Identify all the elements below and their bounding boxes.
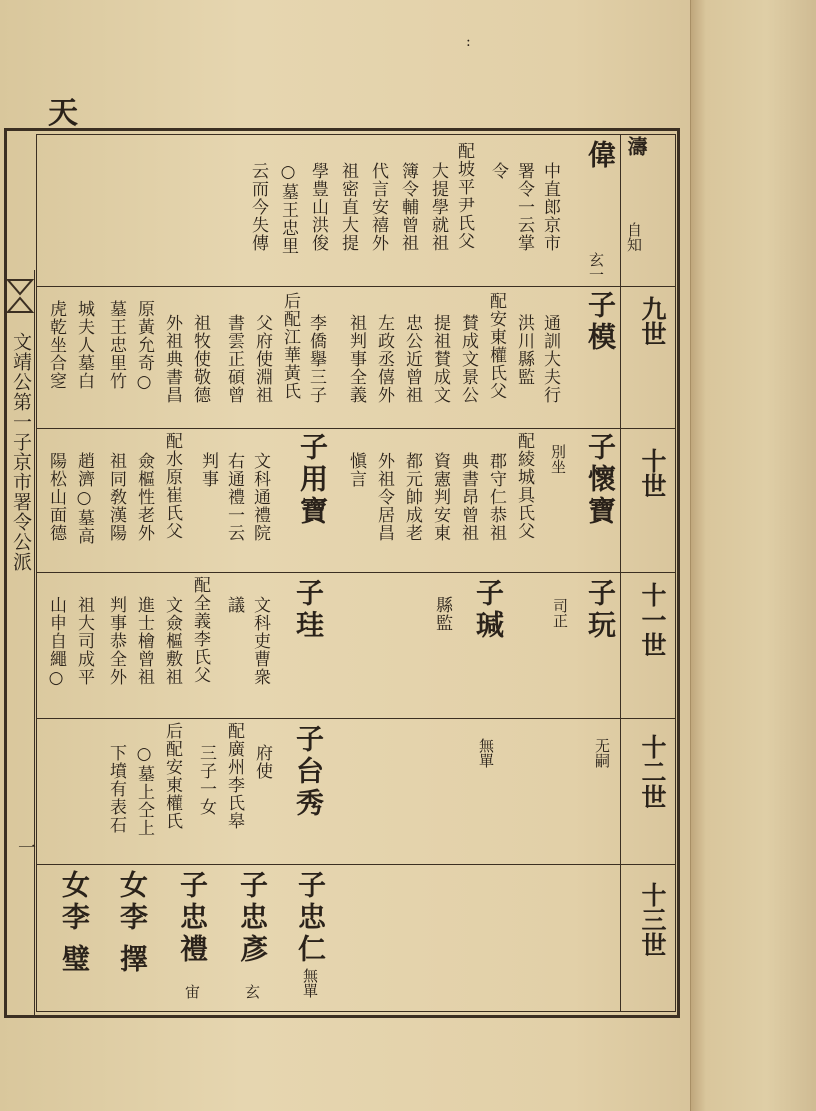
note-line: 賛成文景公 xyxy=(458,314,478,404)
generation-label-11: 十一世 xyxy=(638,582,667,657)
person-name: 子玩 xyxy=(584,578,617,642)
note-line: 典書昂曾祖 xyxy=(458,452,478,542)
note-line: 后配江華黃氏 xyxy=(280,292,300,400)
person-name: 女李 xyxy=(116,870,149,934)
note-line: ○墓王忠里 xyxy=(278,162,298,255)
person-name: 子瑊 xyxy=(472,578,505,642)
person-name: 子忠禮 xyxy=(176,870,209,966)
note-line: 判事 xyxy=(198,452,218,488)
note-line: 原黃允奇○ xyxy=(134,300,154,393)
note-line: 李僑擧三子 xyxy=(306,314,326,404)
note-line: 愼言 xyxy=(346,452,366,488)
note-line: 判事恭全外 xyxy=(106,596,126,686)
person-name: 子用寶 xyxy=(296,432,329,528)
note-line: 祖大司成平 xyxy=(74,596,94,686)
note-line: 宙 xyxy=(183,984,201,999)
person-name: 子珪 xyxy=(292,578,325,642)
note-line: 文科吏曹衆 xyxy=(250,596,270,686)
note-line: 三子一女 xyxy=(196,744,216,816)
note-line: 外祖典書昌 xyxy=(162,314,182,404)
note-line: 洪川縣監 xyxy=(514,314,534,386)
note-line: 縣監 xyxy=(432,596,452,632)
note-line: 云而今失傳 xyxy=(248,162,268,252)
page-mark: 天 xyxy=(48,96,78,131)
note-line: 文僉樞敷祖 xyxy=(162,596,182,686)
person-name: 子模 xyxy=(584,290,617,354)
note-line: 進士檜曾祖 xyxy=(134,596,154,686)
note-line: 配水原崔氏父 xyxy=(162,432,182,540)
note-line: 后配安東權氏 xyxy=(162,722,182,830)
fish-tail-icon xyxy=(6,276,34,316)
note-line: 提祖賛成文 xyxy=(430,314,450,404)
note-line: 城夫人墓白 xyxy=(74,300,94,390)
generation-label-10: 十世 xyxy=(638,448,667,498)
note-line: 父府使淵祖 xyxy=(252,314,272,404)
generation-column-divider xyxy=(620,134,621,1012)
person-name: 子懷寶 xyxy=(584,432,617,528)
person-name: 擇 xyxy=(116,944,149,976)
note-line: 書雲正碩曾 xyxy=(224,314,244,404)
note-line: 无嗣 xyxy=(593,738,611,768)
note-line: 資憲判安東 xyxy=(430,452,450,542)
note-line: 僉樞性老外 xyxy=(134,452,154,542)
note-line: 祖密直大提 xyxy=(338,162,358,252)
note-line: 議 xyxy=(224,596,244,614)
margin-lineage-title: 文靖公第一子京市署令公派 xyxy=(10,332,32,572)
row-divider-13 xyxy=(36,864,676,865)
note-line: 陽松山面德 xyxy=(46,452,66,542)
note-line: 令 xyxy=(488,162,508,180)
adjacent-page-edge xyxy=(690,0,816,1111)
person-name-top: 濤 xyxy=(624,136,648,160)
person-name: 女李 xyxy=(58,870,91,934)
note-line: 祖同敎漢陽 xyxy=(106,452,126,542)
person-name: 璧 xyxy=(58,944,91,976)
note-line: 別坐 xyxy=(549,444,567,474)
note-line: 右通禮一云 xyxy=(224,452,244,542)
note-line: 文科通禮院 xyxy=(250,452,270,542)
note-line: 忠公近曾祖 xyxy=(402,314,422,404)
note-line: 代言安禧外 xyxy=(368,162,388,252)
generation-label-12: 十二世 xyxy=(638,734,667,809)
note-line: 配坡平尹氏父 xyxy=(454,142,474,250)
note-line: 下墳有表石 xyxy=(106,744,126,834)
note-line: 郡守仁恭祖 xyxy=(486,452,506,542)
note-line: 配安東權氏父 xyxy=(486,292,506,400)
note-line: 配全義李氏父 xyxy=(190,576,210,684)
note-line: 無單 xyxy=(301,968,319,998)
note-line: 趙濟○墓高 xyxy=(74,452,94,545)
row-divider-12 xyxy=(36,718,676,719)
note-line: 墓王忠里竹 xyxy=(106,300,126,390)
note-line: 中直郎京市 xyxy=(540,162,560,252)
note-line: 通訓大夫行 xyxy=(540,314,560,404)
note-line: 署令一云掌 xyxy=(514,162,534,252)
note-line: 祖判事全義 xyxy=(346,314,366,404)
note-line: 司正 xyxy=(551,598,569,628)
row-divider-10 xyxy=(36,428,676,429)
row-divider-11 xyxy=(36,572,676,573)
generation-label-13: 十三世 xyxy=(638,882,667,957)
note-line: 配綾城具氏父 xyxy=(514,432,534,540)
generation-label-9: 九世 xyxy=(638,296,667,346)
note-line: 祖牧使敬德 xyxy=(190,314,210,404)
person-name: 子台秀 xyxy=(292,724,325,820)
margin-folio-number: 一 xyxy=(15,838,36,856)
note-line: ○墓上仝上 xyxy=(134,744,154,837)
note-line: 大提學就祖 xyxy=(428,162,448,252)
note-line: 府使 xyxy=(252,744,272,780)
note-line: 簿令輔曾祖 xyxy=(398,162,418,252)
ink-dots: : xyxy=(466,34,471,50)
note-line: 學豊山洪俊 xyxy=(308,162,328,252)
note-line: 玄 xyxy=(243,984,261,999)
person-name: 子忠彥 xyxy=(236,870,269,966)
person-name-suffix: 玄一 xyxy=(587,252,605,282)
person-name: 子忠仁 xyxy=(294,870,327,966)
person-note-top: 自知 xyxy=(625,222,643,252)
note-line: 無單 xyxy=(477,738,495,768)
note-line: 虎乾坐合窆 xyxy=(46,300,66,390)
person-name: 偉 xyxy=(584,140,617,172)
note-line: 都元帥成老 xyxy=(402,452,422,542)
note-line: 山申自繩○ xyxy=(46,596,66,689)
note-line: 外祖令居昌 xyxy=(374,452,394,542)
note-line: 左政丞僖外 xyxy=(374,314,394,404)
row-divider-9 xyxy=(36,286,676,287)
note-line: 配廣州李氏皋 xyxy=(224,722,244,830)
